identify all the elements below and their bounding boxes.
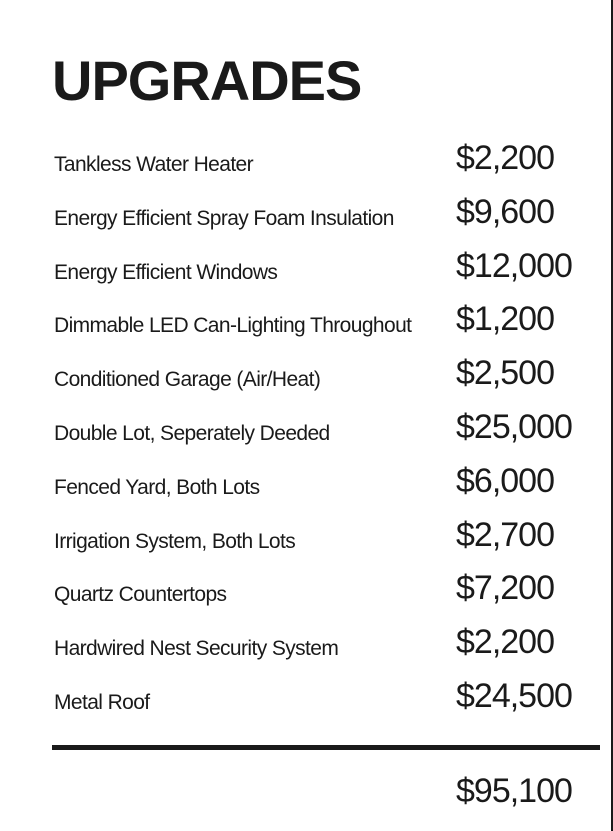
list-item xyxy=(54,244,584,298)
item-label: Metal Roof xyxy=(54,690,150,714)
item-label: Tankless Water Heater xyxy=(54,153,254,176)
total-divider xyxy=(52,745,600,750)
item-price: $6,000 xyxy=(456,461,554,500)
list-item xyxy=(54,566,584,620)
item-price: $1,200 xyxy=(456,300,554,339)
item-price: $12,000 xyxy=(456,246,572,285)
item-price: $2,200 xyxy=(456,623,554,662)
list-item xyxy=(54,190,584,244)
item-price: $25,000 xyxy=(456,407,572,446)
item-price: $2,200 xyxy=(456,139,554,177)
list-item xyxy=(54,351,584,405)
item-price: $7,200 xyxy=(456,569,554,608)
item-label: Dimmable LED Can-Lighting Throughout xyxy=(54,314,412,338)
item-label: Conditioned Garage (Air/Heat) xyxy=(54,368,321,392)
page-title: UPGRADES xyxy=(52,49,362,112)
item-price: $2,500 xyxy=(456,354,554,393)
upgrades-list xyxy=(54,136,584,728)
item-label: Fenced Yard, Both Lots xyxy=(54,475,260,499)
list-item xyxy=(54,459,584,513)
item-price: $9,600 xyxy=(456,192,554,231)
list-item xyxy=(54,674,584,728)
item-price: $2,700 xyxy=(456,515,554,554)
item-label: Double Lot, Seperately Deeded xyxy=(54,421,330,445)
list-item xyxy=(54,405,584,459)
item-price: $24,500 xyxy=(456,676,572,715)
item-label: Quartz Countertops xyxy=(54,583,227,607)
list-item xyxy=(54,297,584,351)
item-label: Hardwired Nest Security System xyxy=(54,637,339,661)
list-item xyxy=(54,513,584,567)
item-label: Irrigation System, Both Lots xyxy=(54,529,296,553)
list-item xyxy=(54,136,584,190)
item-label: Energy Efficient Windows xyxy=(54,260,278,284)
list-item xyxy=(54,620,584,674)
item-label: Energy Efficient Spray Foam Insulation xyxy=(54,206,394,230)
total-price: $95,100 xyxy=(456,772,572,810)
